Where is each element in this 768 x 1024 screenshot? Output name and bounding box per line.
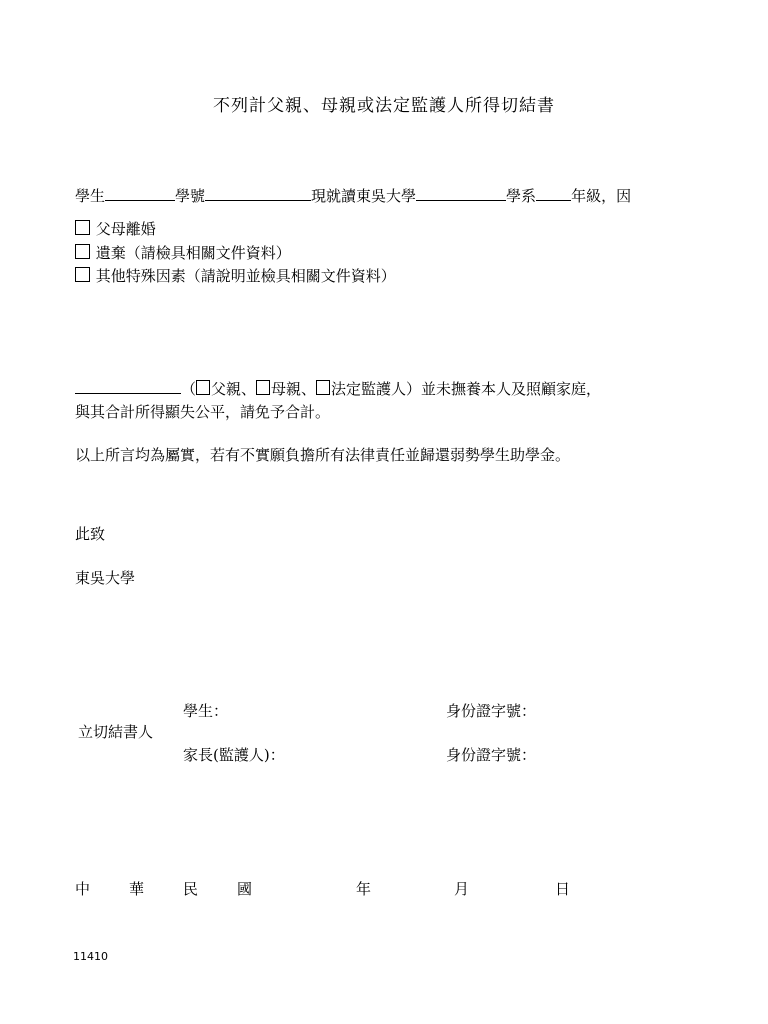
department-blank[interactable] <box>416 186 506 201</box>
student-id-number-label: 身份證字號： <box>446 702 537 720</box>
grade-blank[interactable] <box>536 186 571 201</box>
student-name-blank[interactable] <box>105 186 175 201</box>
reason-item <box>75 243 291 263</box>
student-signature-label: 學生： <box>183 702 229 720</box>
student-id-label: 學號 <box>175 187 206 205</box>
statement-name-blank[interactable] <box>75 379 181 394</box>
guardian-signature-label: 家長(監護人)： <box>183 746 285 764</box>
reason-checkbox[interactable] <box>75 267 90 282</box>
reason-item <box>75 219 156 239</box>
form-code: 11410 <box>73 950 108 963</box>
student-id-blank[interactable] <box>205 186 311 201</box>
reason-label: 父母離婚 <box>95 220 156 238</box>
year-label: 年 <box>356 880 372 898</box>
reason-label: 其他特殊因素（請說明並檢具相關文件資料） <box>95 267 396 285</box>
mother-option: 母親、 <box>271 380 317 398</box>
father-checkbox[interactable] <box>196 380 210 395</box>
guardian-checkbox[interactable] <box>316 380 330 395</box>
reason-checkbox[interactable] <box>75 244 90 259</box>
statement-line-2: 與其合計所得顯失公平，請免予合計。 <box>75 403 331 421</box>
day-label: 日 <box>555 880 571 898</box>
recipient: 東吳大學 <box>75 569 136 587</box>
department-label: 學系 <box>506 187 537 205</box>
statement-line-1 <box>75 379 601 399</box>
signer-label: 立切結書人 <box>78 723 154 741</box>
salutation: 此致 <box>75 525 106 543</box>
date-char: 華 <box>129 880 145 898</box>
declaration-text: 以上所言均為屬實，若有不實願負擔所有法律責任並歸還弱勢學生助學金。 <box>75 446 571 464</box>
date-char: 民 <box>183 880 199 898</box>
father-option: 父親、 <box>211 380 257 398</box>
statement-paren: （ <box>181 380 197 398</box>
reason-label: 遺棄（請檢具相關文件資料） <box>95 244 291 262</box>
reason-item <box>75 266 396 286</box>
guardian-option: 法定監護人）並未撫養本人及照顧家庭， <box>331 380 602 398</box>
date-char: 中 <box>75 880 91 898</box>
date-char: 國 <box>237 880 253 898</box>
grade-text: 年級，因 <box>571 187 632 205</box>
intro-line <box>75 186 631 206</box>
student-label: 學生 <box>75 187 106 205</box>
guardian-id-number-label: 身份證字號： <box>446 746 537 764</box>
page-title: 不列計父親、母親或法定監護人所得切結書 <box>213 96 555 116</box>
mother-checkbox[interactable] <box>256 380 270 395</box>
school-text: 現就讀東吳大學 <box>311 187 417 205</box>
month-label: 月 <box>454 880 470 898</box>
reason-checkbox[interactable] <box>75 220 90 235</box>
